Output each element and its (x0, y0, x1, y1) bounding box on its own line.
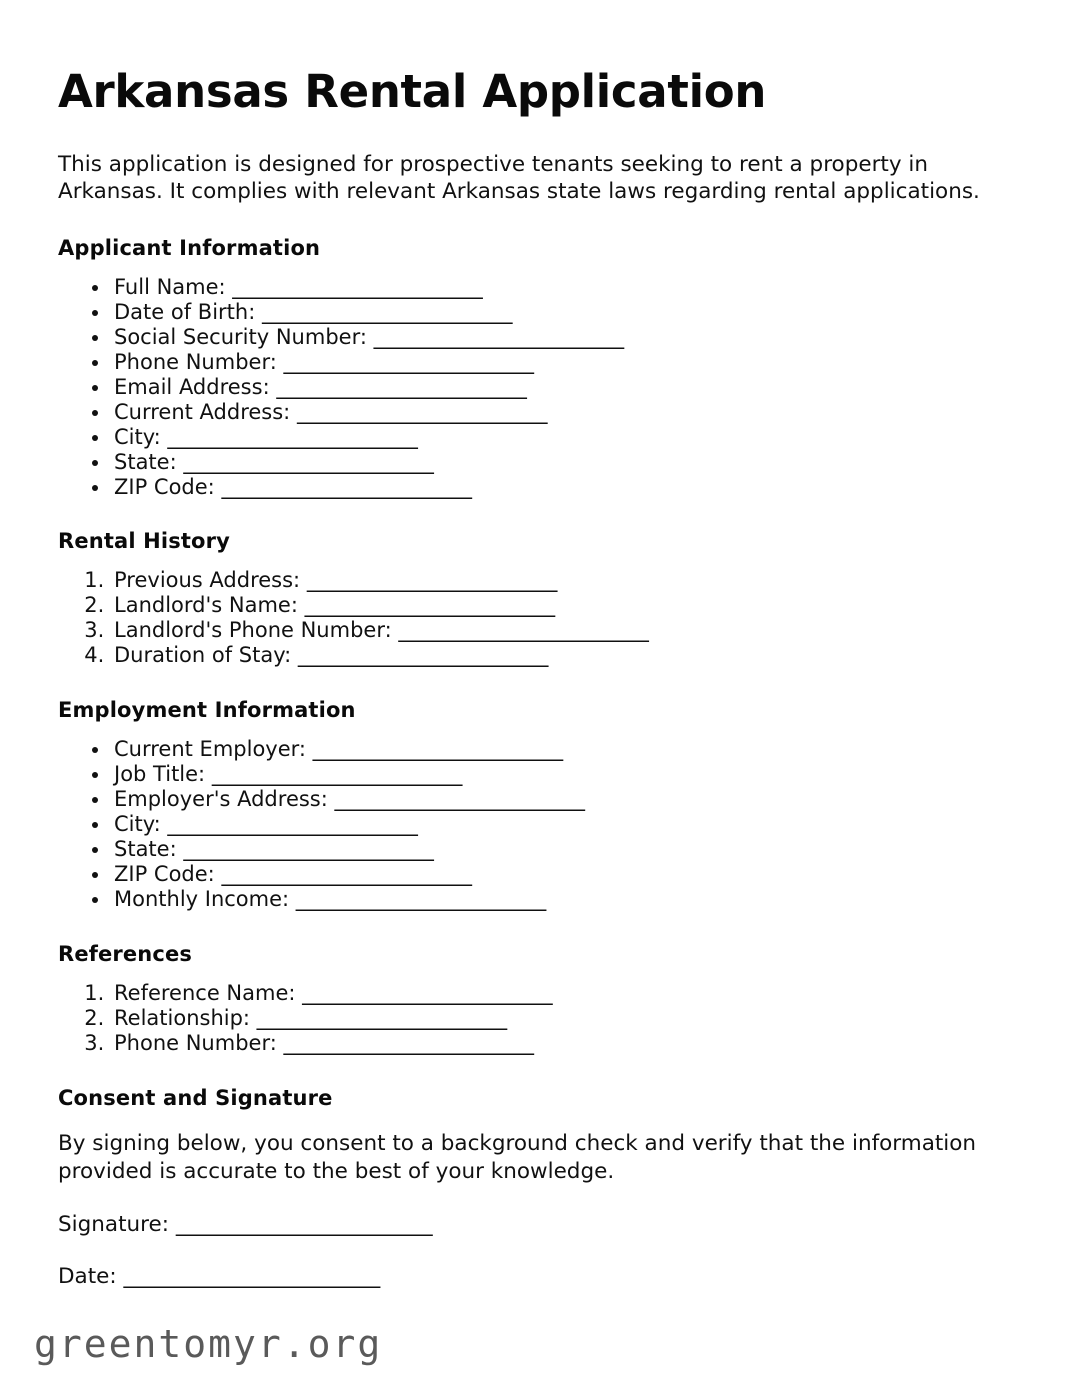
date-line (58, 1264, 1015, 1289)
list-item (111, 375, 1015, 400)
list-item (111, 350, 1015, 375)
field-blank[interactable]: _________________________ (334, 787, 585, 812)
field-blank[interactable]: _________________________ (167, 424, 418, 449)
field-label: State: (114, 449, 184, 474)
field-label: Date of Birth: (114, 299, 262, 324)
list-item (111, 981, 1015, 1006)
employment-information-field-list (58, 737, 1015, 912)
field-blank[interactable]: _________________________ (183, 837, 434, 862)
field-blank[interactable]: _________________________ (398, 618, 649, 643)
site-watermark: greentomyr.org (34, 1322, 383, 1366)
section-heading-employment-information: Employment Information (58, 698, 356, 723)
list-item (111, 1006, 1015, 1031)
list-item (111, 618, 1015, 643)
consent-paragraph: By signing below, you consent to a background check and verify that the information provided is accurate to the best of your knowledge. (58, 1131, 977, 1184)
list-item (111, 737, 1015, 762)
field-blank[interactable]: _________________________ (221, 474, 472, 499)
list-item (111, 787, 1015, 812)
field-label: ZIP Code: (114, 862, 222, 887)
field-blank[interactable]: _________________________ (276, 374, 527, 399)
field-blank[interactable]: _________________________ (302, 981, 553, 1006)
list-item (111, 837, 1015, 862)
date-blank[interactable]: _________________________ (123, 1264, 380, 1290)
references-field-list (58, 981, 1015, 1056)
list-item (111, 475, 1015, 500)
field-blank[interactable]: _________________________ (221, 862, 472, 887)
page-title: Arkansas Rental Application (58, 65, 767, 118)
list-item (111, 812, 1015, 837)
field-label: Landlord's Phone Number: (114, 618, 399, 643)
signature-line (58, 1212, 1015, 1237)
field-label: ZIP Code: (114, 474, 222, 499)
field-blank[interactable]: _________________________ (373, 324, 624, 349)
list-item (111, 275, 1015, 300)
field-label: Full Name: (114, 274, 233, 299)
list-item (111, 425, 1015, 450)
intro-paragraph: This application is designed for prospective tenants seeking to rent a property in Arkansas. It complies with relevant Arkansas state laws regarding rental applications. (58, 151, 980, 205)
field-blank[interactable]: _________________________ (312, 737, 563, 762)
date-label: Date: (58, 1264, 124, 1290)
field-label: Email Address: (114, 374, 277, 399)
field-label: Landlord's Name: (114, 593, 305, 618)
applicant-information-field-list (58, 275, 1015, 500)
field-label: City: (114, 424, 168, 449)
rental-history-field-list (58, 568, 1015, 668)
field-label: Phone Number: (114, 349, 284, 374)
field-blank[interactable]: _________________________ (261, 299, 512, 324)
list-item (111, 643, 1015, 668)
field-blank[interactable]: _________________________ (306, 568, 557, 593)
field-label: Phone Number: (114, 1031, 284, 1056)
field-blank[interactable]: _________________________ (283, 349, 534, 374)
field-blank[interactable]: _________________________ (304, 593, 555, 618)
list-item (111, 400, 1015, 425)
field-label: Social Security Number: (114, 324, 374, 349)
list-item (111, 862, 1015, 887)
field-blank[interactable]: _________________________ (256, 1006, 507, 1031)
list-item (111, 325, 1015, 350)
list-item (111, 300, 1015, 325)
field-blank[interactable]: _________________________ (167, 812, 418, 837)
field-blank[interactable]: _________________________ (211, 762, 462, 787)
field-label: Job Title: (114, 762, 212, 787)
list-item (111, 593, 1015, 618)
section-heading-references: References (58, 942, 193, 967)
list-item (111, 1031, 1015, 1056)
field-label: Monthly Income: (114, 887, 296, 912)
field-label: Relationship: (114, 1006, 257, 1031)
field-blank[interactable]: _________________________ (297, 643, 548, 668)
signature-blank[interactable]: _________________________ (175, 1212, 433, 1238)
section-heading-rental-history: Rental History (58, 529, 230, 554)
signature-label: Signature: (58, 1212, 176, 1238)
field-label: Reference Name: (114, 981, 303, 1006)
field-label: State: (114, 837, 184, 862)
list-item (111, 887, 1015, 912)
list-item (111, 450, 1015, 475)
field-blank[interactable]: _________________________ (283, 1031, 534, 1056)
field-label: Current Employer: (114, 737, 313, 762)
list-item (111, 568, 1015, 593)
field-label: Employer's Address: (114, 787, 335, 812)
field-label: Duration of Stay: (114, 643, 298, 668)
field-label: Current Address: (114, 399, 297, 424)
section-heading-applicant-information: Applicant Information (58, 235, 321, 260)
field-blank[interactable]: _________________________ (232, 274, 483, 299)
field-blank[interactable]: _________________________ (296, 399, 547, 424)
field-blank[interactable]: _________________________ (183, 449, 434, 474)
field-label: City: (114, 812, 168, 837)
field-blank[interactable]: _________________________ (295, 887, 546, 912)
section-heading-consent-and-signature: Consent and Signature (58, 1086, 333, 1111)
list-item (111, 762, 1015, 787)
field-label: Previous Address: (114, 568, 307, 593)
